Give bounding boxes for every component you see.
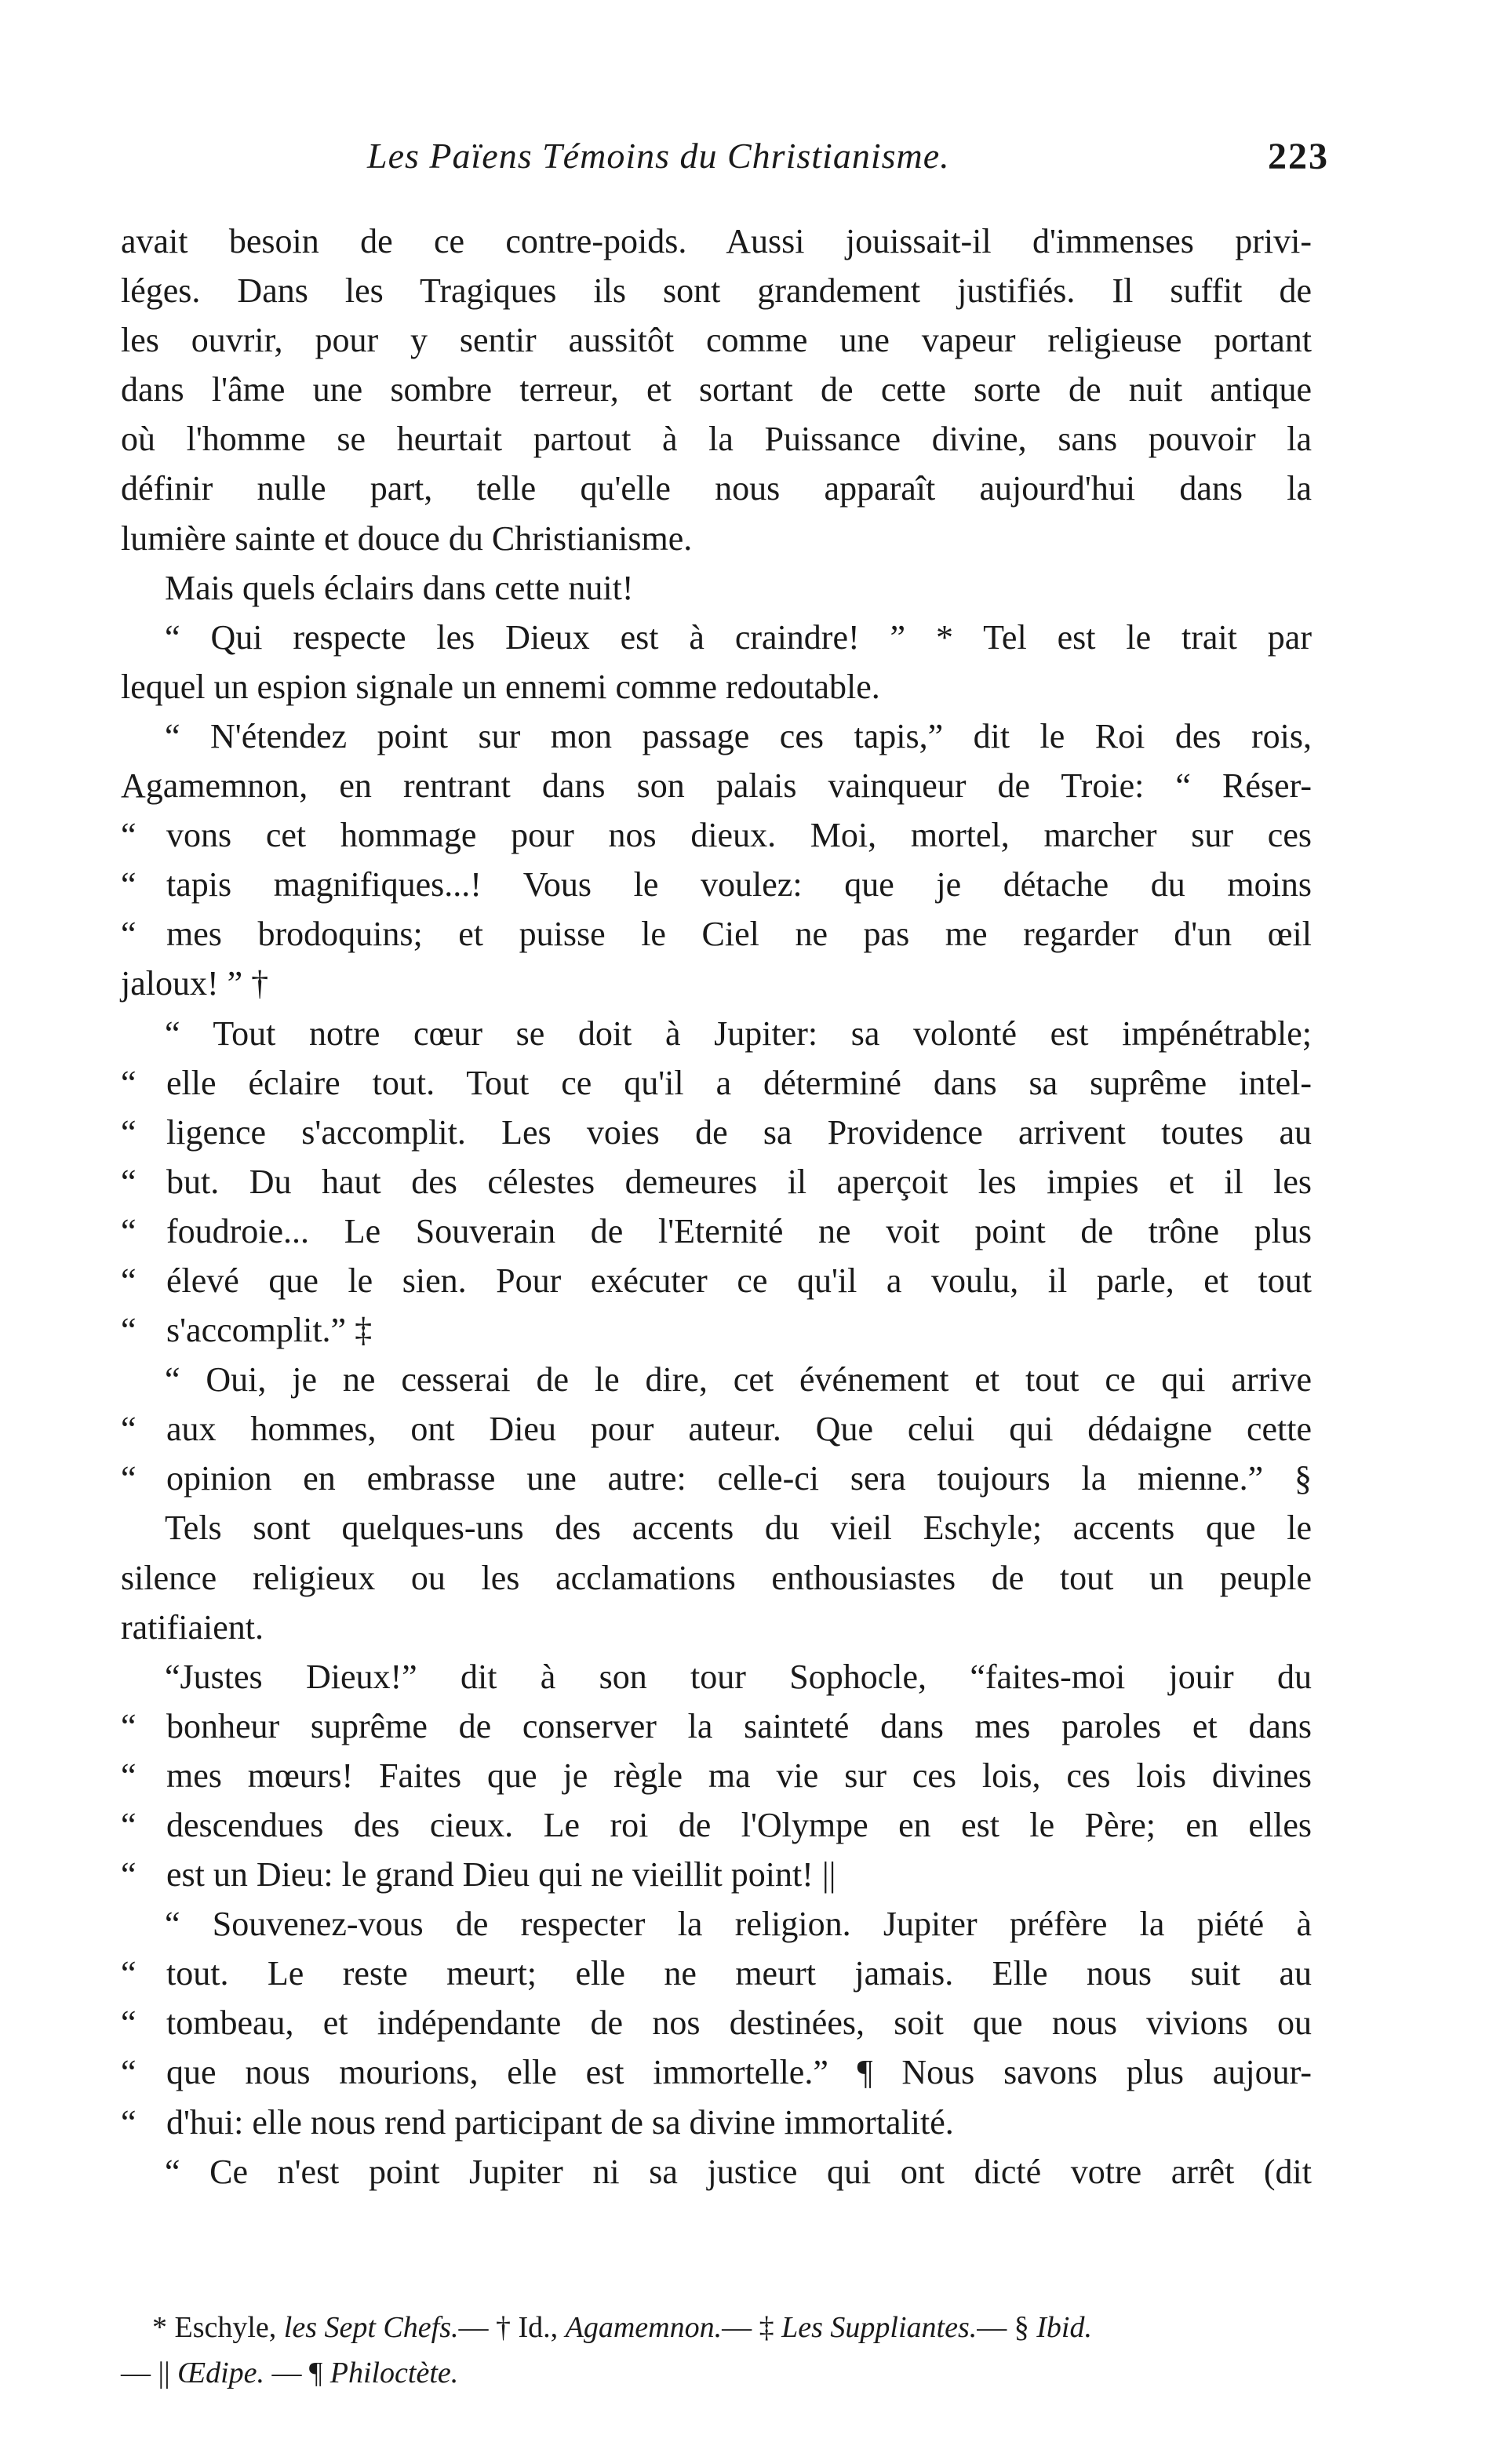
- quoted-line: [121, 1305, 1312, 1355]
- text-line: léges. Dans les Tragiques ils sont grandement justifiés. Il suffit de: [121, 271, 1312, 311]
- quoted-line: [121, 1949, 1312, 1998]
- quote-mark: “: [121, 1112, 137, 1152]
- text-line: ratifiaient.: [121, 1607, 264, 1647]
- text-line: mes mœurs! Faites que je règle ma vie sur ces lois, ces lois divines: [166, 1756, 1312, 1795]
- text-line: est un Dieu: le grand Dieu qui ne vieillit point! ||: [166, 1855, 836, 1894]
- footnote-text: — ¶: [264, 2357, 330, 2389]
- page-header: [122, 135, 1329, 182]
- quote-mark: “: [121, 1211, 137, 1250]
- footnote-text: — † Id.,: [458, 2311, 566, 2344]
- quote-mark: “: [121, 2102, 137, 2142]
- text-line: but. Du haut des célestes demeures il aperçoit les impies et il les: [166, 1162, 1312, 1201]
- text-line: que nous mourions, elle est immortelle.” ¶ Nous savons plus aujour-: [166, 2053, 1312, 2092]
- quoted-line: [121, 1800, 1312, 1850]
- text-line: “ Tout notre cœur se doit à Jupiter: sa volonté est impénétrable;: [165, 1014, 1312, 1053]
- footnote-work-title: Les Suppliantes.: [781, 2311, 978, 2344]
- quote-mark: “: [121, 1806, 137, 1844]
- quoted-line: [121, 2098, 1312, 2147]
- text-line: elle éclaire tout. Tout ce qu'il a déterminé dans sa suprême intel-: [166, 1063, 1312, 1102]
- footnote-text: * Eschyle,: [152, 2311, 284, 2344]
- text-line: Mais quels éclairs dans cette nuit!: [165, 568, 634, 607]
- quoted-line: [121, 1157, 1312, 1207]
- footnote-work-title: Œdipe.: [177, 2357, 265, 2389]
- quote-mark: “: [121, 1063, 137, 1102]
- text-line: “Justes Dieux!” dit à son tour Sophocle, “faites-moi jouir du: [165, 1657, 1312, 1696]
- footnote-line: [121, 2305, 1312, 2350]
- quote-mark: “: [121, 1706, 137, 1745]
- footnote-work-title: Ibid.: [1036, 2311, 1092, 2344]
- footnote-work-title: Philoctète.: [329, 2357, 459, 2389]
- quote-mark: “: [121, 1756, 137, 1795]
- footnote-text: — ||: [121, 2357, 178, 2389]
- text-line: Tels sont quelques-uns des accents du vieil Eschyle; accents que le: [165, 1509, 1312, 1548]
- text-line: aux hommes, ont Dieu pour auteur. Que celui qui dédaigne cette: [166, 1410, 1312, 1449]
- text-line: bonheur suprême de conserver la sainteté dans mes paroles et dans: [166, 1706, 1312, 1745]
- text-line: jaloux! ” †: [121, 964, 269, 1003]
- running-head: Les Païens Témoins du Christianisme.: [367, 136, 950, 176]
- quote-mark: “: [121, 1261, 137, 1300]
- text-line: dans l'âme une sombre terreur, et sortant de cette sorte de nuit antique: [121, 370, 1312, 409]
- quoted-line: [121, 1108, 1312, 1157]
- text-line: “ Oui, je ne cesserai de le dire, cet événement et tout ce qui arrive: [165, 1360, 1312, 1399]
- body-text: [121, 217, 1312, 2196]
- quoted-line: [121, 1850, 1312, 1899]
- text-line: “ N'étendez point sur mon passage ces tapis,” dit le Roi des rois,: [165, 716, 1312, 755]
- quote-mark: “: [121, 816, 137, 855]
- quoted-line: [121, 909, 1312, 959]
- text-line: s'accomplit.” ‡: [166, 1311, 373, 1350]
- footnote-work-title: les Sept Chefs.: [283, 2311, 459, 2344]
- quote-mark: “: [121, 865, 137, 904]
- quote-mark: “: [121, 1311, 137, 1350]
- footnote-work-title: Agamemnon.: [565, 2311, 723, 2344]
- quoted-line: [121, 1404, 1312, 1454]
- text-line: “ Ce n'est point Jupiter ni sa justice qui ont dicté votre arrêt (dit: [165, 2152, 1312, 2191]
- footnote-line: [121, 2350, 1312, 2396]
- page-number: 223: [1268, 136, 1329, 177]
- quoted-line: [121, 1702, 1312, 1751]
- quote-mark: “: [121, 1855, 137, 1894]
- text-line: tombeau, et indépendante de nos destinées, soit que nous vivions ou: [166, 2004, 1312, 2043]
- text-line: “ Souvenez-vous de respecter la religion. Jupiter préfère la piété à: [165, 1905, 1312, 1944]
- footnotes: [121, 2305, 1312, 2396]
- quoted-line: [121, 860, 1312, 909]
- text-line: mes brodoquins; et puisse le Ciel ne pas me regarder d'un œil: [166, 915, 1312, 954]
- text-line: avait besoin de ce contre-poids. Aussi jouissait-il d'immenses privi-: [121, 222, 1312, 260]
- text-line: vons cet hommage pour nos dieux. Moi, mortel, marcher sur ces: [166, 816, 1312, 855]
- text-line: silence religieux ou les acclamations enthousiastes de tout un peuple: [121, 1558, 1312, 1597]
- text-line: ligence s'accomplit. Les voies de sa Providence arrivent toutes au: [166, 1112, 1312, 1152]
- text-line: foudroie... Le Souverain de l'Eternité ne voit point de trône plus: [166, 1211, 1312, 1250]
- quote-mark: “: [121, 1410, 137, 1449]
- footnote-text: — §: [977, 2311, 1037, 2344]
- quoted-line: [121, 1751, 1312, 1800]
- quoted-line: [121, 1454, 1312, 1503]
- text-line: où l'homme se heurtait partout à la Puissance divine, sans pouvoir la: [121, 420, 1312, 459]
- quoted-line: [121, 2047, 1312, 2097]
- quote-mark: “: [121, 915, 137, 954]
- text-line: Agamemnon, en rentrant dans son palais vainqueur de Troie: “ Réser-: [121, 766, 1312, 806]
- quoted-line: [121, 1256, 1312, 1305]
- text-line: opinion en embrasse une autre: celle-ci sera toujours la mienne.” §: [166, 1459, 1312, 1498]
- quoted-line: [121, 810, 1312, 860]
- text-line: lequel un espion signale un ennemi comme redoutable.: [121, 667, 880, 706]
- text-line: les ouvrir, pour y sentir aussitôt comme une vapeur religieuse portant: [121, 321, 1312, 360]
- quoted-line: [121, 1207, 1312, 1256]
- text-line: définir nulle part, telle qu'elle nous apparaît aujourd'hui dans la: [121, 469, 1312, 508]
- text-line: descendues des cieux. Le roi de l'Olympe en est le Père; en elles: [166, 1806, 1312, 1844]
- quote-mark: “: [121, 1459, 137, 1498]
- text-line: lumière sainte et douce du Christianisme.: [121, 519, 693, 558]
- footnote-text: — ‡: [722, 2311, 782, 2344]
- text-line: d'hui: elle nous rend participant de sa divine immortalité.: [166, 2102, 954, 2142]
- quoted-line: [121, 1998, 1312, 2047]
- quote-mark: “: [121, 1954, 137, 1993]
- text-line: élevé que le sien. Pour exécuter ce qu'il a voulu, il parle, et tout: [166, 1261, 1312, 1300]
- quote-mark: “: [121, 2053, 137, 2092]
- quote-mark: “: [121, 1162, 137, 1201]
- text-line: “ Qui respecte les Dieux est à craindre! ” * Tel est le trait par: [165, 617, 1312, 657]
- quote-mark: “: [121, 2004, 137, 2043]
- text-line: tapis magnifiques...! Vous le voulez: que je détache du moins: [166, 865, 1312, 904]
- quoted-line: [121, 1058, 1312, 1108]
- text-line: tout. Le reste meurt; elle ne meurt jamais. Elle nous suit au: [166, 1954, 1312, 1993]
